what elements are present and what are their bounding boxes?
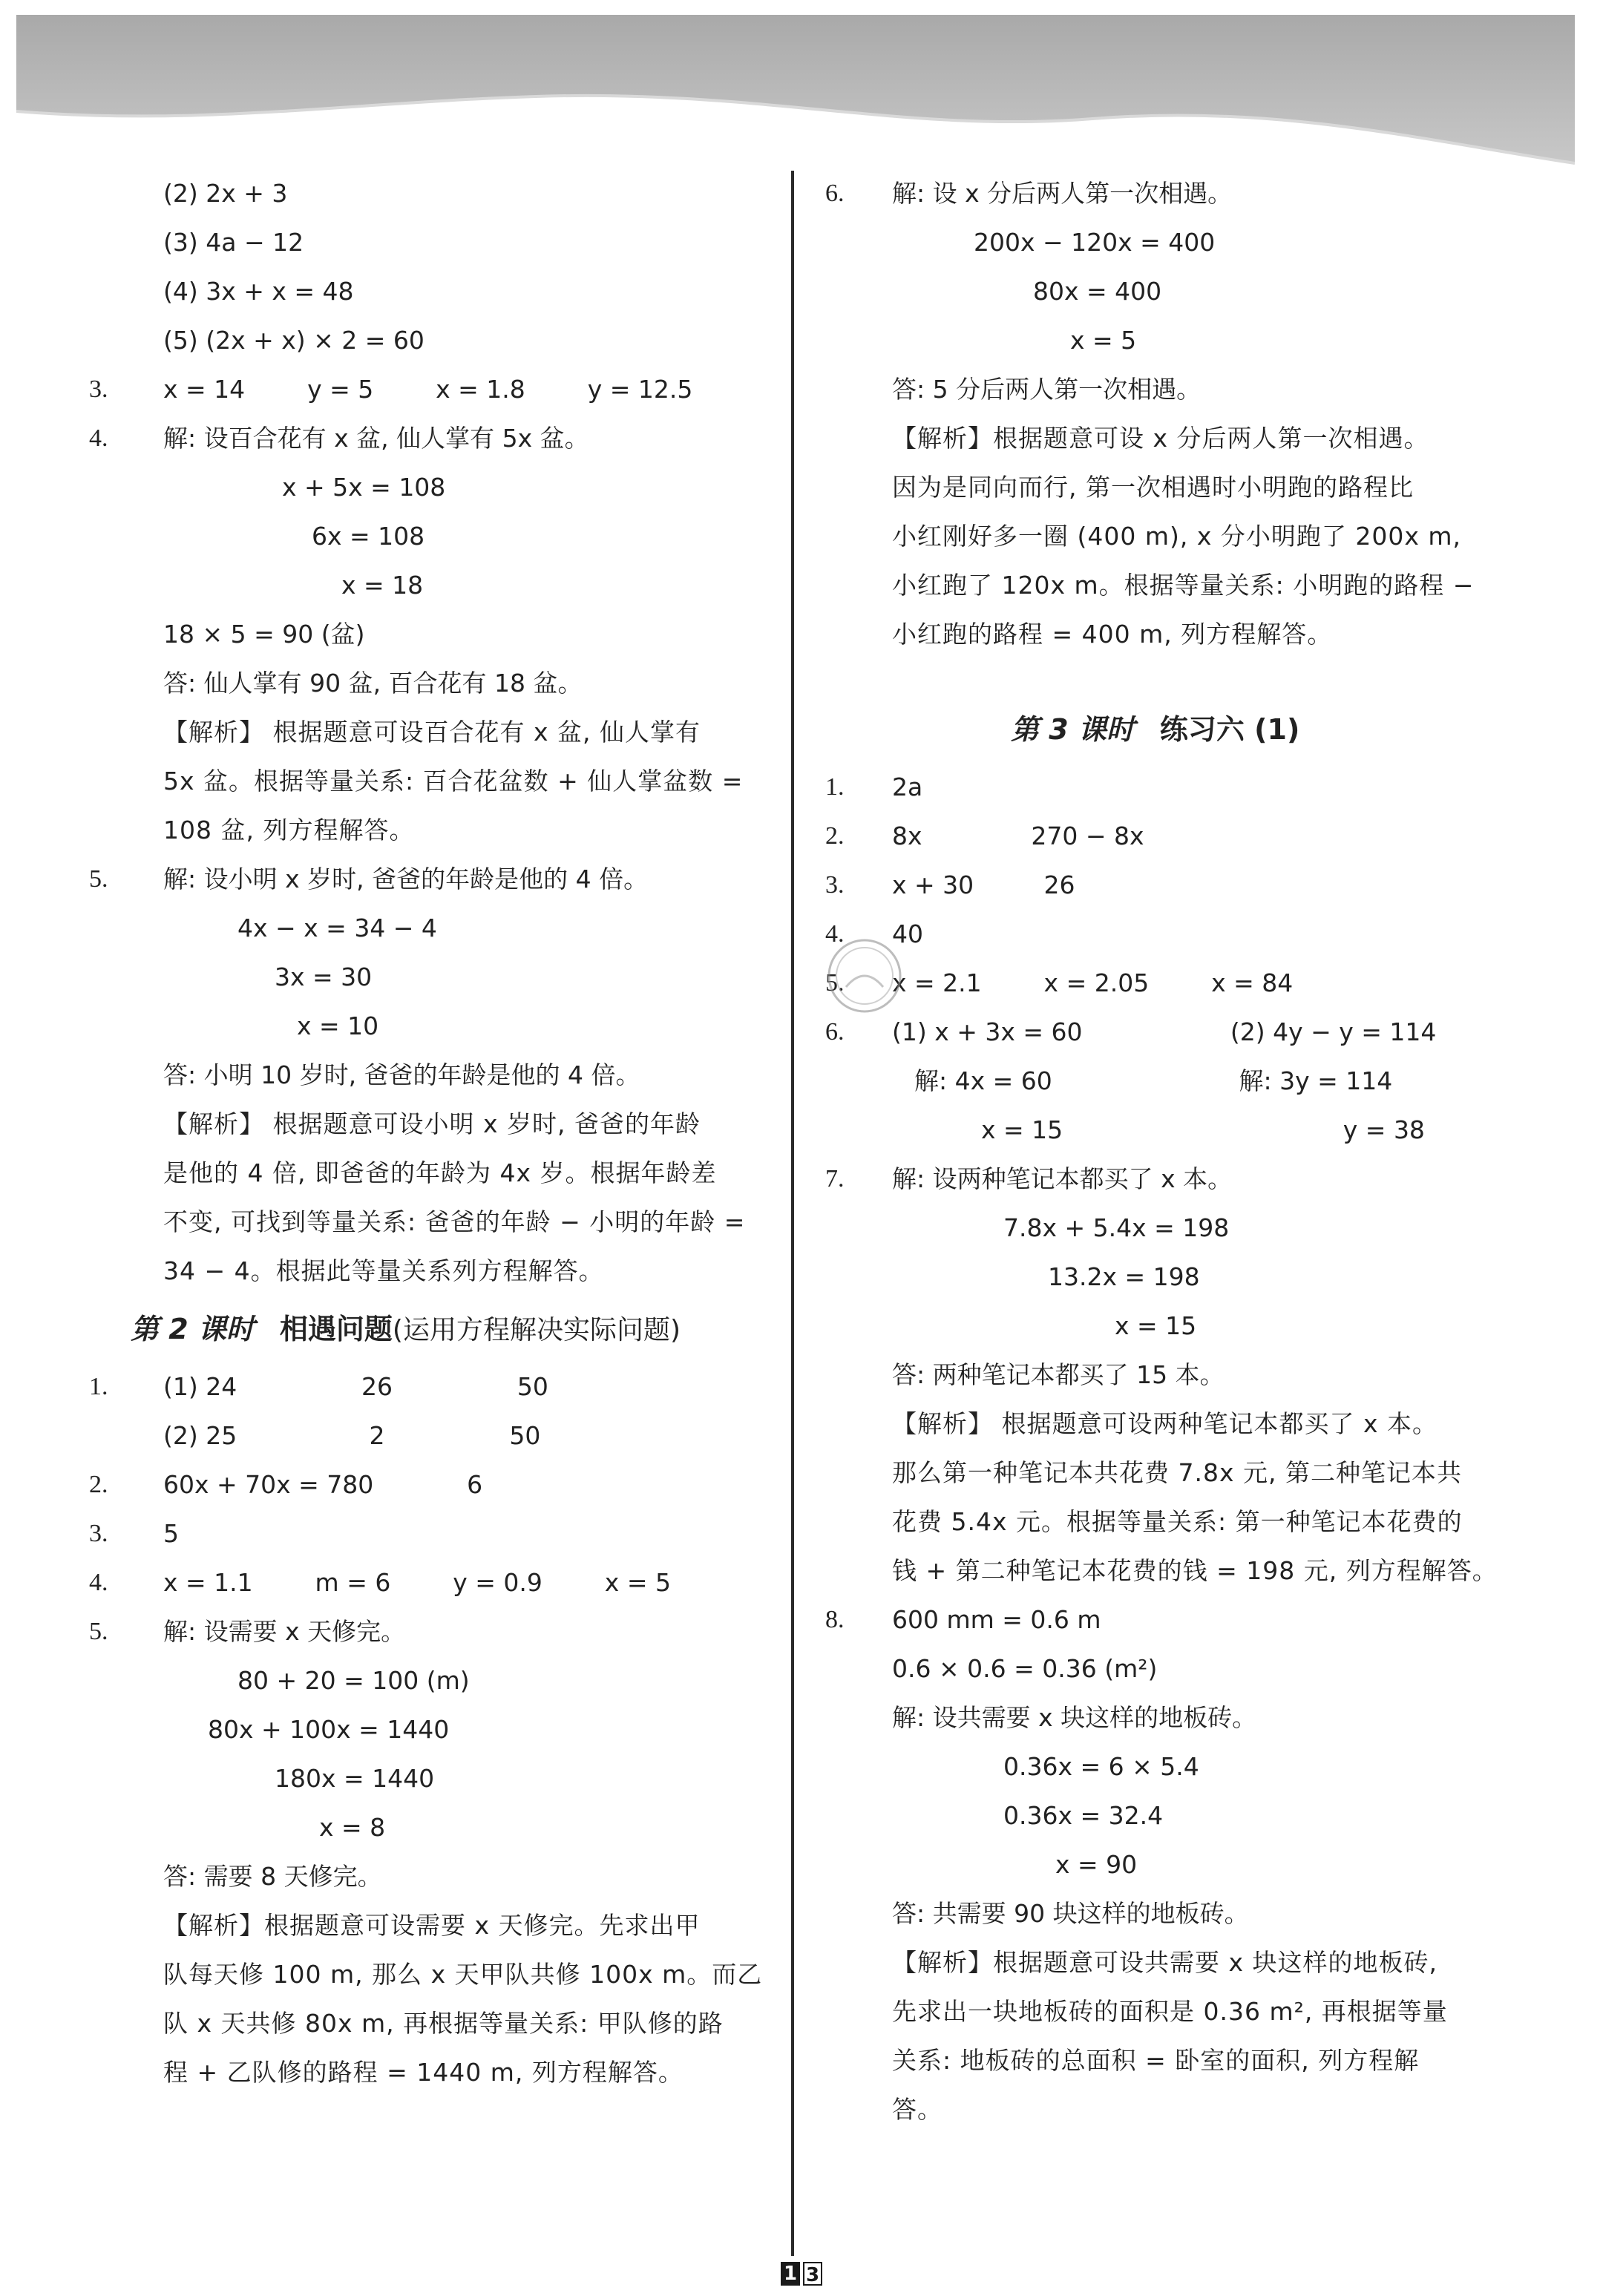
line-text: 【解析】根据题意可设需要 x 天修完。先求出甲 (163, 1911, 701, 1940)
line-text: 答。 (892, 2095, 943, 2124)
answer-line (89, 1803, 764, 1852)
line-text: 80x = 400 (1033, 277, 1162, 306)
answer-line (89, 316, 764, 365)
answer-line (89, 953, 764, 1002)
analysis-line (89, 1198, 764, 1247)
analysis-line (89, 757, 764, 806)
line-text: 6x = 108 (312, 522, 425, 551)
line-text: 【解析】 根据题意可设百合花有 x 盆, 仙人掌有 (163, 718, 701, 747)
line-text: (1) x + 3x = 60 (2) 4y − y = 114 (892, 1017, 1437, 1046)
line-text: 60x + 70x = 780 6 (163, 1470, 483, 1499)
line-text: x = 10 (297, 1011, 379, 1040)
line-text: 5x 盆。根据等量关系: 百合花盆数 + 仙人掌盆数 = (163, 767, 744, 796)
answer-line (89, 659, 764, 708)
line-text: 180x = 1440 (275, 1764, 435, 1793)
answer-line (825, 267, 1515, 316)
analysis-line (825, 1987, 1515, 2036)
line-text: 解: 4x = 60 解: 3y = 114 (914, 1066, 1393, 1095)
line-text: 先求出一块地板砖的面积是 0.36 m², 再根据等量 (892, 1997, 1448, 2026)
answer-line (825, 1057, 1515, 1106)
answer-line (825, 218, 1515, 267)
line-text: 小红跑了 120x m。根据等量关系: 小明跑的路程 − (892, 571, 1475, 600)
analysis-line (825, 1498, 1515, 1546)
question-number: 6. (825, 1018, 845, 1046)
line-text: 关系: 地板砖的总面积 = 卧室的面积, 列方程解 (892, 2046, 1420, 2075)
question-number: 4. (825, 920, 845, 948)
line-text: x = 15 (1115, 1311, 1197, 1340)
question-line (89, 1509, 764, 1558)
line-text: 那么第一种笔记本共花费 7.8x 元, 第二种笔记本共 (892, 1458, 1462, 1487)
page-number-digit-1: 1 (781, 2262, 800, 2286)
line-text: (2) 25 2 50 (163, 1421, 541, 1450)
answer-line (825, 1644, 1515, 1693)
line-text: (4) 3x + x = 48 (163, 277, 354, 306)
analysis-line (825, 2085, 1515, 2134)
stamp-logo-icon (824, 935, 905, 1017)
line-text: 0.36x = 32.4 (1003, 1801, 1164, 1830)
question-line (825, 959, 1515, 1008)
line-text: x = 5 (1070, 326, 1137, 355)
line-text: 花费 5.4x 元。根据等量关系: 第一种笔记本花费的 (892, 1507, 1463, 1536)
answer-line (89, 1852, 764, 1901)
answer-line (89, 463, 764, 512)
answer-line (825, 1742, 1515, 1791)
lesson-label: 第 2 课时 (131, 1313, 255, 1345)
line-text: x = 15 y = 38 (981, 1115, 1425, 1144)
line-text: x = 8 (319, 1813, 386, 1842)
question-line (89, 1362, 764, 1411)
question-line (825, 861, 1515, 910)
question-number: 4. (89, 1569, 108, 1596)
line-text: 【解析】 根据题意可设小明 x 岁时, 爸爸的年龄 (163, 1109, 701, 1138)
answer-line (825, 1253, 1515, 1302)
line-text: 小红跑的路程 = 400 m, 列方程解答。 (892, 620, 1333, 649)
line-text: 答: 小明 10 岁时, 爸爸的年龄是他的 4 倍。 (163, 1060, 640, 1089)
question-line (825, 1595, 1515, 1644)
page-number (778, 2262, 825, 2287)
answer-line (89, 610, 764, 659)
analysis-line (825, 463, 1515, 512)
analysis-line (825, 1546, 1515, 1595)
line-text: 钱 + 第二种笔记本花费的钱 = 198 元, 列方程解答。 (892, 1556, 1498, 1585)
answer-line (89, 904, 764, 953)
line-text: 解: 设小明 x 岁时, 爸爸的年龄是他的 4 倍。 (163, 865, 649, 893)
line-text: x + 5x = 108 (282, 473, 446, 502)
line-text: x = 18 (341, 571, 424, 600)
analysis-line (825, 1400, 1515, 1449)
line-text: x = 2.1 x = 2.05 x = 84 (892, 968, 1294, 997)
question-line (89, 1558, 764, 1607)
line-text: 5 (163, 1519, 179, 1548)
left-column (89, 169, 764, 2097)
answer-line (89, 1656, 764, 1705)
analysis-line (825, 1938, 1515, 1987)
question-number: 3. (825, 871, 845, 899)
question-number: 2. (89, 1471, 108, 1498)
line-text: 600 mm = 0.6 m (892, 1605, 1101, 1634)
lesson-title: 练习六 (1) (1159, 713, 1300, 746)
line-text: 不变, 可找到等量关系: 爸爸的年龄 − 小明的年龄 = (163, 1207, 746, 1236)
answer-line (89, 218, 764, 267)
answer-line (89, 561, 764, 610)
line-text: 0.6 × 0.6 = 0.36 (m²) (892, 1654, 1158, 1683)
analysis-line (825, 2036, 1515, 2085)
answer-line (825, 1840, 1515, 1889)
answer-line (89, 1754, 764, 1803)
answer-line (89, 169, 764, 218)
line-text: 答: 共需要 90 块这样的地板砖。 (892, 1899, 1249, 1928)
lesson-title: 相遇问题 (279, 1313, 393, 1345)
answer-line (825, 1302, 1515, 1351)
line-text: 40 (892, 919, 923, 948)
question-number: 6. (825, 180, 845, 207)
analysis-line (89, 708, 764, 757)
question-number: 5. (89, 1618, 108, 1645)
question-line (89, 414, 764, 463)
question-line (89, 1460, 764, 1509)
analysis-line (89, 1950, 764, 1999)
answer-line (825, 1693, 1515, 1742)
analysis-line (825, 414, 1515, 463)
line-text: (3) 4a − 12 (163, 228, 304, 257)
line-text: 0.36x = 6 × 5.4 (1003, 1752, 1199, 1781)
question-number: 5. (825, 969, 845, 997)
question-number: 3. (89, 375, 108, 403)
question-line (825, 1155, 1515, 1204)
line-text: 200x − 120x = 400 (974, 228, 1216, 257)
analysis-line (825, 610, 1515, 659)
line-text: 队 x 天共修 80x m, 再根据等量关系: 甲队修的路 (163, 2009, 724, 2038)
section-heading (825, 696, 1515, 763)
line-text: 解: 设百合花有 x 盆, 仙人掌有 5x 盆。 (163, 424, 589, 453)
line-text: 7.8x + 5.4x = 198 (1003, 1213, 1230, 1242)
line-text: 程 + 乙队修的路程 = 1440 m, 列方程解答。 (163, 2058, 684, 2087)
answer-line (825, 1791, 1515, 1840)
analysis-line (89, 1999, 764, 2048)
question-number: 2. (825, 822, 845, 850)
right-column (825, 169, 1515, 2134)
line-text: 【解析】根据题意可设共需要 x 块这样的地板砖, (892, 1948, 1438, 1977)
line-text: 小红刚好多一圈 (400 m), x 分小明跑了 200x m, (892, 522, 1461, 551)
analysis-line (89, 806, 764, 855)
line-text: 因为是同向而行, 第一次相遇时小明跑的路程比 (892, 473, 1414, 502)
analysis-line (825, 561, 1515, 610)
line-text: 13.2x = 198 (1048, 1262, 1200, 1291)
question-line (825, 812, 1515, 861)
line-text: (1) 24 26 50 (163, 1372, 548, 1401)
page-number-digit-2: 3 (803, 2262, 822, 2286)
answer-line (825, 1351, 1515, 1400)
line-text: 4x − x = 34 − 4 (237, 914, 437, 942)
question-line (89, 855, 764, 904)
line-text: 答: 仙人掌有 90 盆, 百合花有 18 盆。 (163, 669, 583, 698)
question-line (825, 1008, 1515, 1057)
question-number: 1. (825, 773, 845, 801)
answer-line (825, 1106, 1515, 1155)
question-line (825, 763, 1515, 812)
question-number: 1. (89, 1373, 108, 1400)
line-text: 【解析】根据题意可设 x 分后两人第一次相遇。 (892, 424, 1429, 453)
analysis-line (89, 1149, 764, 1198)
answer-line (89, 1705, 764, 1754)
spacer (825, 659, 1515, 696)
answer-line (825, 316, 1515, 365)
answer-line (825, 1889, 1515, 1938)
line-text: 答: 5 分后两人第一次相遇。 (892, 375, 1202, 404)
lesson-label: 第 3 课时 (1011, 713, 1135, 746)
analysis-line (89, 1100, 764, 1149)
answer-line (825, 1204, 1515, 1253)
line-text: (5) (2x + x) × 2 = 60 (163, 326, 424, 355)
line-text: 8x 270 − 8x (892, 821, 1144, 850)
line-text: x = 14 y = 5 x = 1.8 y = 12.5 (163, 375, 693, 404)
line-text: 解: 设 x 分后两人第一次相遇。 (892, 179, 1233, 208)
section-heading (89, 1296, 764, 1362)
line-text: 答: 两种笔记本都买了 15 本。 (892, 1360, 1225, 1389)
question-line (825, 169, 1515, 218)
column-divider (791, 171, 794, 2256)
question-number: 3. (89, 1520, 108, 1547)
answer-line (89, 1411, 764, 1460)
analysis-line (89, 1901, 764, 1950)
lesson-subtitle: (运用方程解决实际问题) (392, 1315, 681, 1345)
line-text: 解: 设两种笔记本都买了 x 本。 (892, 1164, 1233, 1193)
analysis-line (89, 1247, 764, 1296)
question-line (89, 1607, 764, 1656)
line-text: x = 90 (1055, 1850, 1138, 1879)
line-text: 2a (892, 773, 923, 801)
line-text: 80x + 100x = 1440 (208, 1715, 450, 1744)
question-line (89, 365, 764, 414)
line-text: 解: 设需要 x 天修完。 (163, 1617, 406, 1646)
question-line (825, 910, 1515, 959)
answer-line (89, 1002, 764, 1051)
line-text: 答: 需要 8 天修完。 (163, 1862, 382, 1891)
line-text: 是他的 4 倍, 即爸爸的年龄为 4x 岁。根据年龄差 (163, 1158, 717, 1187)
question-number: 4. (89, 424, 108, 452)
line-text: 18 × 5 = 90 (盆) (163, 620, 365, 649)
question-number: 5. (89, 865, 108, 893)
line-text: 3x = 30 (275, 962, 373, 991)
line-text: (2) 2x + 3 (163, 179, 288, 208)
answer-line (825, 365, 1515, 414)
answer-line (89, 512, 764, 561)
line-text: 108 盆, 列方程解答。 (163, 816, 415, 844)
answer-line (89, 267, 764, 316)
line-text: 34 − 4。根据此等量关系列方程解答。 (163, 1256, 604, 1285)
line-text: x = 1.1 m = 6 y = 0.9 x = 5 (163, 1568, 671, 1597)
line-text: 解: 设共需要 x 块这样的地板砖。 (892, 1703, 1257, 1732)
question-number: 7. (825, 1165, 845, 1193)
analysis-line (825, 1449, 1515, 1498)
line-text: 【解析】 根据题意可设两种笔记本都买了 x 本。 (892, 1409, 1438, 1438)
line-text: 80 + 20 = 100 (m) (237, 1666, 470, 1695)
answer-line (89, 1051, 764, 1100)
analysis-line (825, 512, 1515, 561)
question-number: 8. (825, 1606, 845, 1633)
line-text: x + 30 26 (892, 870, 1075, 899)
analysis-line (89, 2048, 764, 2097)
line-text: 队每天修 100 m, 那么 x 天甲队共修 100x m。而乙 (163, 1960, 763, 1989)
